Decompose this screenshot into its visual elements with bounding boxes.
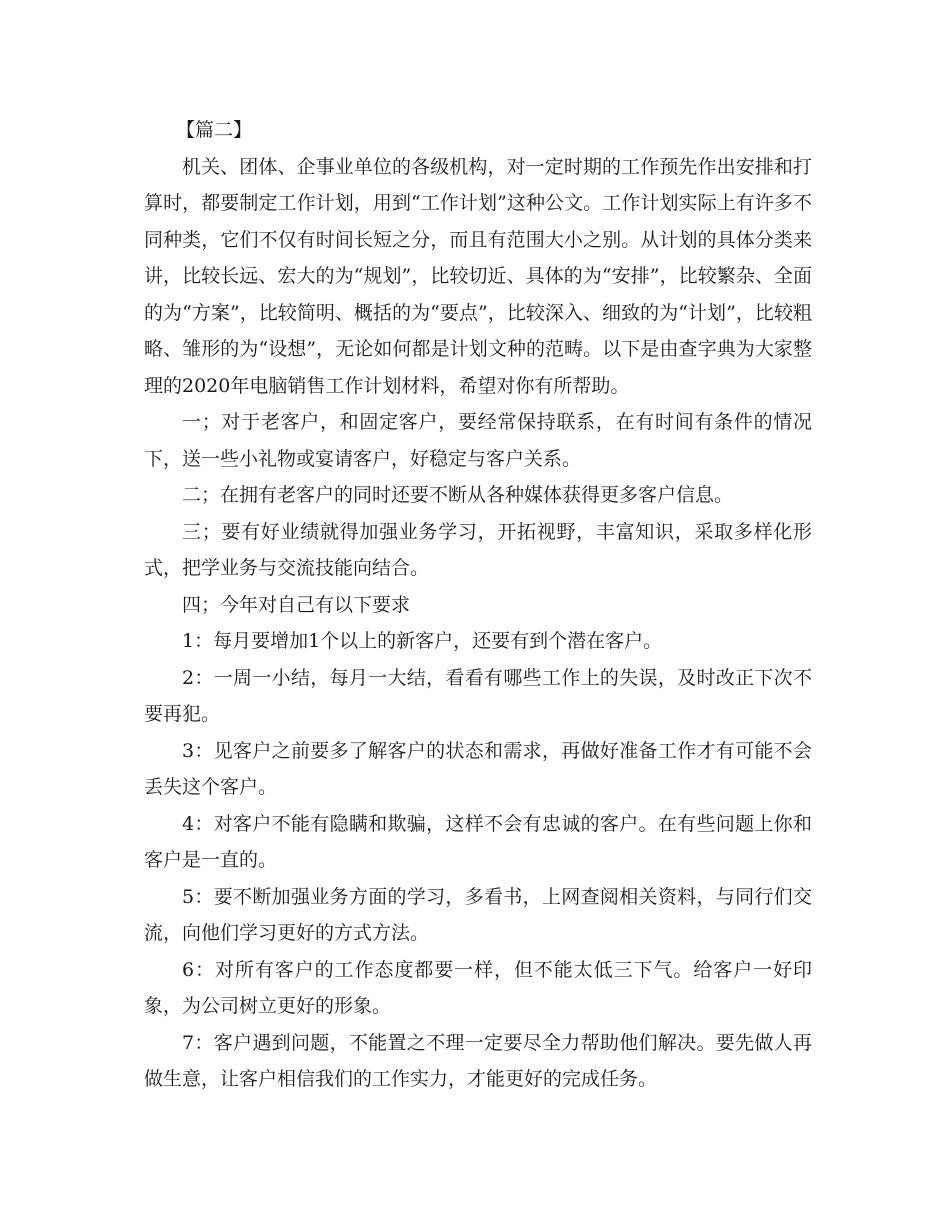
document-body — [144, 112, 812, 1098]
requirement-4: 4：对客户不能有隐瞒和欺骗，这样不会有忠诚的客户。在有些问题上你和客户是一直的。 — [144, 812, 812, 871]
list-item-4: 四；今年对自己有以下要求 — [182, 593, 411, 616]
list-item-1: 一；对于老客户，和固定客户，要经常保持联系，在有时间有条件的情况下，送一些小礼物或宴请客户，好稳定与客户关系。 — [144, 411, 812, 470]
list-item-2: 二；在拥有老客户的同时还要不断从各种媒体获得更多客户信息。 — [182, 484, 734, 506]
requirement-2: 2：一周一小结，每月一大结，看看有哪些工作上的失误，及时改正下次不要再犯。 — [144, 666, 812, 725]
requirement-3: 3：见客户之前要多了解客户的状态和需求，再做好准备工作才有可能不会丢失这个客户。 — [144, 739, 812, 798]
intro-paragraph: 机关、团体、企事业单位的各级机构，对一定时期的工作预先作出安排和打算时，都要制定工作计划，用到“工作计划”这种公文。工作计划实际上有许多不同种类，它们不仅有时间长短之分，而且有范围大小之别。从计划的具体分类来讲，比较长远、宏大的为“规划”，比较切近、具体的为“安排”，比较繁杂、全面的为“方案”，比较简明、概括的为“要点”，比较深入、细致的为“计划”，比较粗略、雏形的为“设想”，无论如何都是计划文种的范畴。以下是由查字典为大家整理的2020年电脑销售工作计划材料，希望对你有所帮助。 — [144, 155, 812, 397]
requirement-5: 5：要不断加强业务方面的学习，多看书，上网查阅相关资料，与同行们交流，向他们学习更好的方式方法。 — [144, 885, 812, 944]
section-heading: 【篇二】 — [176, 119, 253, 141]
requirement-1: 1：每月要增加1个以上的新客户，还要有到个潜在客户。 — [182, 630, 663, 652]
requirement-6: 6：对所有客户的工作态度都要一样，但不能太低三下气。给客户一好印象，为公司树立更好的形象。 — [144, 958, 812, 1017]
list-item-3: 三；要有好业绩就得加强业务学习，开拓视野，丰富知识，采取多样化形式，把学业务与交流技能向结合。 — [144, 520, 812, 579]
requirement-7: 7：客户遇到问题，不能置之不理一定要尽全力帮助他们解决。要先做人再做生意，让客户相信我们的工作实力，才能更好的完成任务。 — [144, 1031, 812, 1090]
